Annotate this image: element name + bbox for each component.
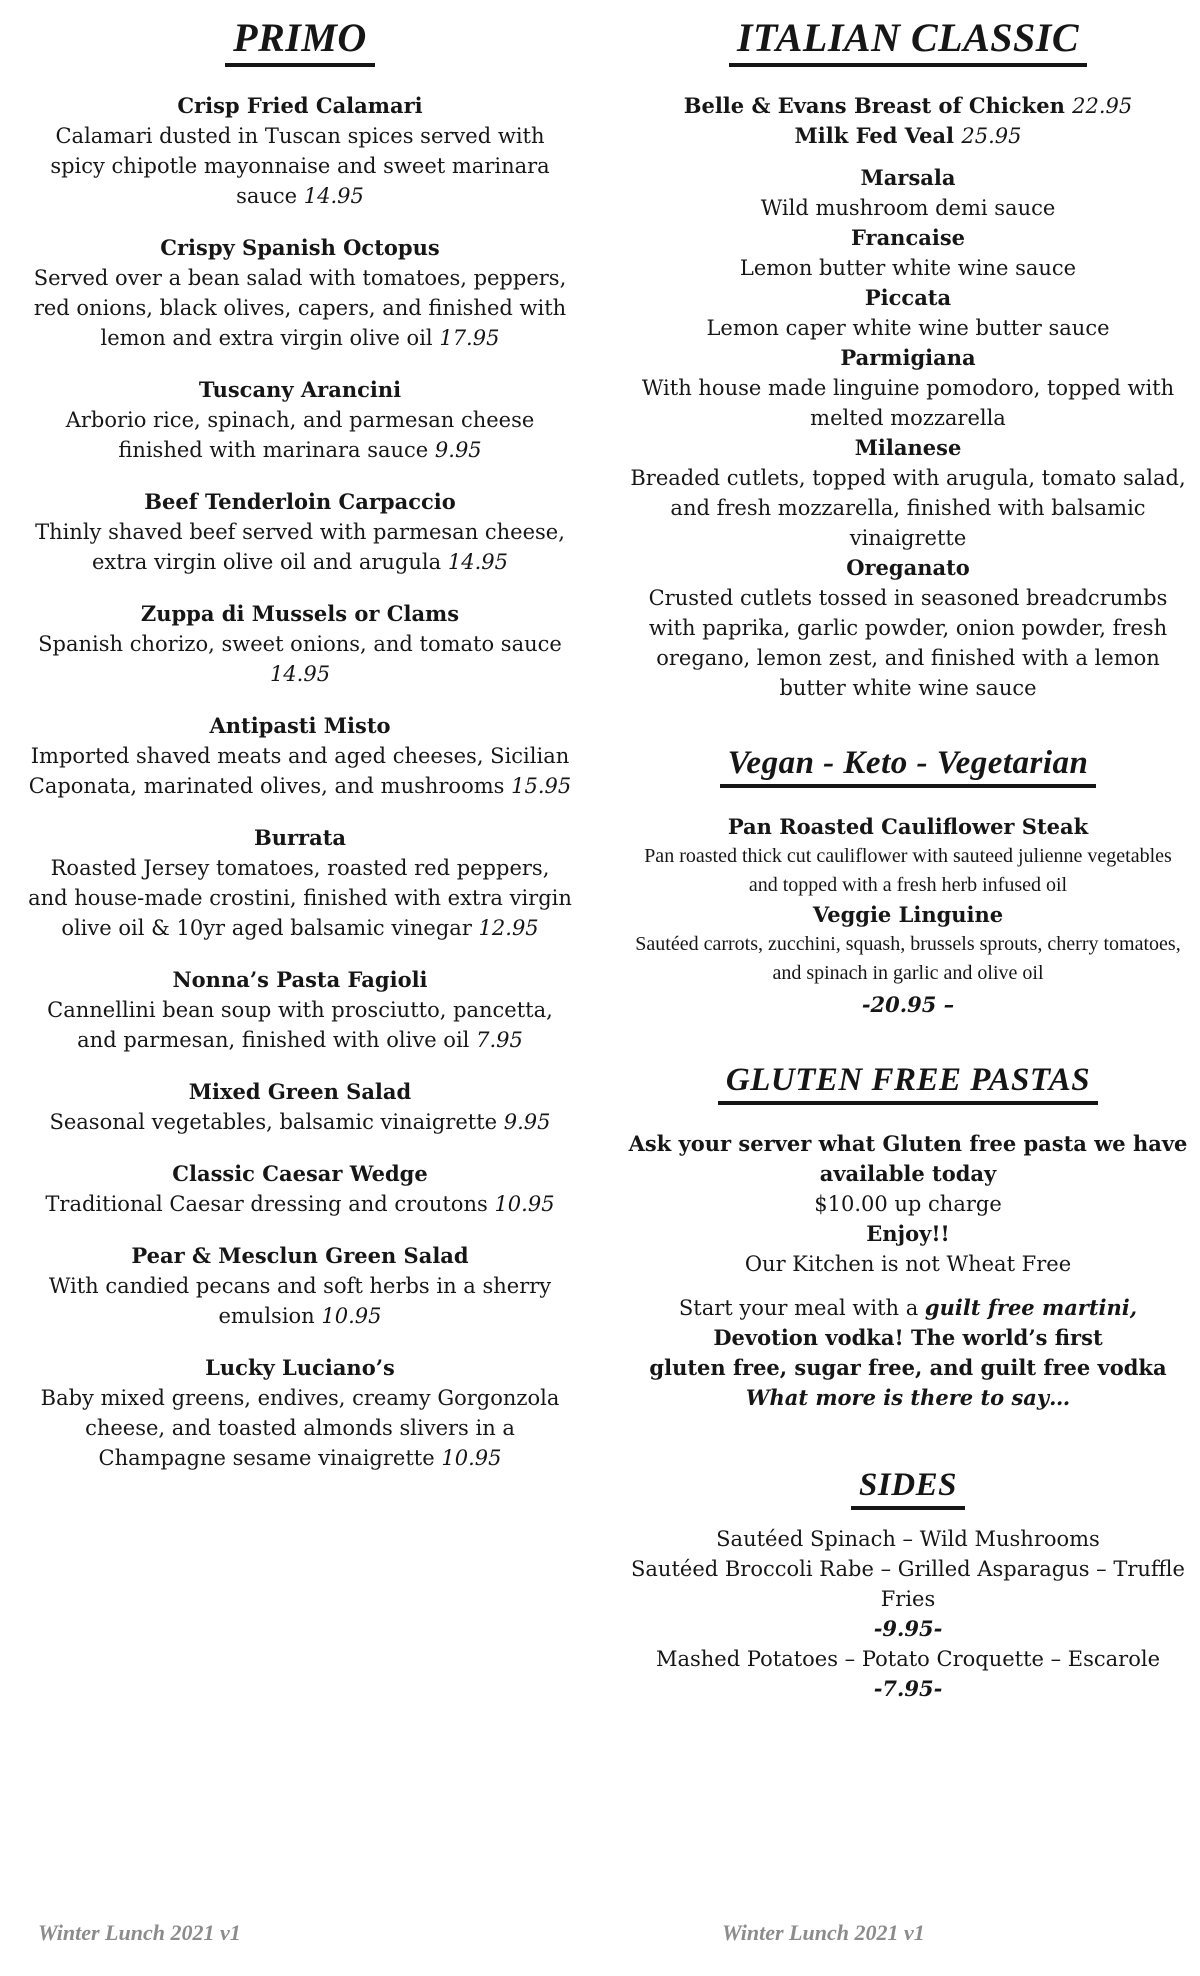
item-description-text: Cannellini bean soup with prosciutto, pancetta, and parmesan, finished with olive oil <box>47 998 553 1052</box>
item-description <box>28 263 572 353</box>
sides-price: -9.95- <box>873 1616 943 1641</box>
section-sides <box>628 1467 1188 1704</box>
item-price: 10.95 <box>441 1446 502 1470</box>
section-heading-vegan-text: Vegan - Keto - Vegetarian <box>720 745 1097 788</box>
item-description-text: Calamari dusted in Tuscan spices served with spicy chipotle mayonnaise and sweet marinara sauce <box>50 124 550 208</box>
italian-classic-styles <box>628 163 1188 703</box>
item-name: Veggie Linguine <box>812 902 1004 927</box>
promo-tagline: What more is there to say… <box>745 1385 1071 1410</box>
section-gluten-free-pastas <box>628 1062 1188 1413</box>
style-description: Wild mushroom demi sauce <box>760 196 1056 220</box>
item-price: 15.95 <box>511 774 572 798</box>
section-heading-gluten-free-text: GLUTEN FREE PASTAS <box>718 1062 1098 1105</box>
gluten-free-upcharge: $10.00 up charge <box>814 1192 1002 1216</box>
style-name: Parmigiana <box>840 345 976 370</box>
style-description: With house made linguine pomodoro, topped with melted mozzarella <box>641 376 1175 430</box>
style-description: Lemon butter white wine sauce <box>739 256 1077 280</box>
menu-item-tuscany-arancini <box>28 375 572 465</box>
menu-item-lucky-lucianos <box>28 1353 572 1473</box>
item-name: Antipasti Misto <box>209 713 391 738</box>
item-description-text: Traditional Caesar dressing and croutons <box>45 1192 488 1216</box>
menu-item-crisp-fried-calamari <box>28 91 572 211</box>
protein-name: Milk Fed Veal <box>794 123 955 148</box>
vodka-promo <box>628 1293 1188 1413</box>
item-description <box>28 629 572 689</box>
item-description-text: Arborio rice, spinach, and parmesan cheese finished with marinara sauce <box>65 408 535 462</box>
item-description <box>28 853 572 943</box>
item-price: 14.95 <box>447 550 508 574</box>
item-price: 10.95 <box>494 1192 555 1216</box>
section-heading-italian-classic <box>628 14 1188 67</box>
protein-price: 22.95 <box>1072 94 1133 118</box>
item-price: 17.95 <box>439 326 500 350</box>
style-name: Marsala <box>860 165 956 190</box>
style-description: Lemon caper white wine butter sauce <box>706 316 1110 340</box>
item-price: 9.95 <box>503 1110 551 1134</box>
protein-price: 25.95 <box>961 124 1022 148</box>
protein-name: Belle & Evans Breast of Chicken <box>683 93 1065 118</box>
item-description <box>28 995 572 1055</box>
gluten-free-intro: Ask your server what Gluten free pasta we have available today <box>628 1131 1188 1186</box>
style-description: Crusted cutlets tossed in seasoned breadcrumbs with paprika, garlic powder, onion powder, fresh oregano, lemon zest, and finished with a lemon butter white wine sauce <box>648 586 1168 700</box>
footer-version-left: Winter Lunch 2021 v1 <box>38 1920 241 1945</box>
item-name: Zuppa di Mussels or Clams <box>140 601 460 626</box>
promo-line: Devotion vodka! The world’s first <box>713 1325 1103 1350</box>
menu-item-antipasti-misto <box>28 711 572 801</box>
item-name: Beef Tenderloin Carpaccio <box>144 489 456 514</box>
item-description <box>28 1107 572 1137</box>
section-heading-primo-text: PRIMO <box>225 14 375 67</box>
item-name: Burrata <box>253 825 347 850</box>
item-description-text: With candied pecans and soft herbs in a sherry emulsion <box>48 1274 552 1328</box>
item-price: 14.95 <box>269 662 331 686</box>
item-description-text: Roasted Jersey tomatoes, roasted red peppers, and house-made crostini, finished with extra virgin olive oil & 10yr aged balsamic vinegar <box>28 856 572 940</box>
promo-line <box>628 1293 1188 1323</box>
style-name: Francaise <box>850 225 966 250</box>
item-description <box>28 1189 572 1219</box>
menu-item-zuppa-di-mussels-or-clams <box>28 599 572 689</box>
sides-row: Mashed Potatoes – Potato Croquette – Escarole <box>655 1647 1161 1671</box>
promo-martini: guilt free martini, <box>924 1295 1138 1320</box>
item-description <box>28 741 572 801</box>
item-price: 7.95 <box>476 1028 523 1052</box>
section-heading-sides <box>628 1467 1188 1510</box>
protein-line <box>628 121 1188 151</box>
menu-item-pear-mesclun-green-salad <box>28 1241 572 1331</box>
item-name: Lucky Luciano’s <box>205 1355 395 1380</box>
menu-item-nonnas-pasta-fagioli <box>28 965 572 1055</box>
section-heading-primo <box>28 14 572 67</box>
footer-version-right: Winter Lunch 2021 v1 <box>722 1920 925 1945</box>
item-name: Tuscany Arancini <box>198 377 402 402</box>
item-price: 10.95 <box>321 1304 382 1328</box>
item-price: 9.95 <box>434 438 482 462</box>
sides-row: Sautéed Spinach – Wild Mushrooms <box>716 1527 1100 1551</box>
item-description: Sautéed carrots, zucchini, squash, brussels sprouts, cherry tomatoes, and spinach in garlic and olive oil <box>635 933 1181 984</box>
item-description <box>28 517 572 577</box>
item-name: Nonna’s Pasta Fagioli <box>172 967 428 992</box>
item-description <box>28 1271 572 1331</box>
item-description: Pan roasted thick cut cauliflower with sauteed julienne vegetables and topped with a fresh herb infused oil <box>644 845 1172 896</box>
item-name: Pan Roasted Cauliflower Steak <box>727 814 1089 839</box>
gluten-free-enjoy: Enjoy!! <box>866 1221 950 1246</box>
item-description-text: Imported shaved meats and aged cheeses, Sicilian Caponata, marinated olives, and mushrooms <box>28 744 570 798</box>
sides-price: -7.95- <box>873 1676 943 1701</box>
italian-classic-proteins <box>628 91 1188 151</box>
column-primo <box>28 14 572 1495</box>
style-name: Milanese <box>854 435 962 460</box>
gluten-free-kitchen-note: Our Kitchen is not Wheat Free <box>744 1252 1072 1276</box>
item-description <box>28 405 572 465</box>
item-description-text: Seasonal vegetables, balsamic vinaigrette <box>49 1110 498 1134</box>
section-heading-sides-text: SIDES <box>851 1467 965 1510</box>
menu-item-burrata <box>28 823 572 943</box>
item-name: Classic Caesar Wedge <box>172 1161 428 1186</box>
item-price: 12.95 <box>478 916 539 940</box>
menu-item-crispy-spanish-octopus <box>28 233 572 353</box>
protein-line <box>628 91 1188 121</box>
menu-item-classic-caesar-wedge <box>28 1159 572 1219</box>
style-name: Oreganato <box>846 555 970 580</box>
promo-lead: Start your meal with a <box>678 1296 919 1320</box>
item-description-text: Baby mixed greens, endives, creamy Gorgonzola cheese, and toasted almonds slivers in a Champagne sesame vinaigrette <box>40 1386 560 1470</box>
item-description-text: Served over a bean salad with tomatoes, peppers, red onions, black olives, capers, and finished with lemon and extra virgin olive oil <box>33 266 567 350</box>
item-description <box>28 121 572 211</box>
item-name: Mixed Green Salad <box>188 1079 412 1104</box>
item-description <box>28 1383 572 1473</box>
section-heading-vegan <box>628 745 1188 788</box>
item-description-text: Spanish chorizo, sweet onions, and tomato sauce <box>38 632 562 656</box>
promo-line: gluten free, sugar free, and guilt free vodka <box>649 1355 1167 1380</box>
menu-item-mixed-green-salad <box>28 1077 572 1137</box>
item-description-text: Thinly shaved beef served with parmesan cheese, extra virgin olive oil and arugula <box>35 520 565 574</box>
section-heading-italian-classic-text: ITALIAN CLASSIC <box>729 14 1087 67</box>
item-name: Crisp Fried Calamari <box>177 93 423 118</box>
item-name: Pear & Mesclun Green Salad <box>131 1243 469 1268</box>
item-name: Crispy Spanish Octopus <box>160 235 440 260</box>
style-name: Piccata <box>864 285 952 310</box>
column-right <box>628 14 1188 1704</box>
style-description: Breaded cutlets, topped with arugula, tomato salad, and fresh mozzarella, finished with balsamic vinaigrette <box>630 466 1186 550</box>
menu-item-beef-tenderloin-carpaccio <box>28 487 572 577</box>
item-price: 14.95 <box>303 184 364 208</box>
sides-row: Sautéed Broccoli Rabe – Grilled Asparagus – Truffle Fries <box>631 1557 1185 1611</box>
vegan-price: -20.95 – <box>861 992 955 1017</box>
section-heading-gluten-free <box>628 1062 1188 1105</box>
section-vegan-keto-vegetarian <box>628 745 1188 1020</box>
